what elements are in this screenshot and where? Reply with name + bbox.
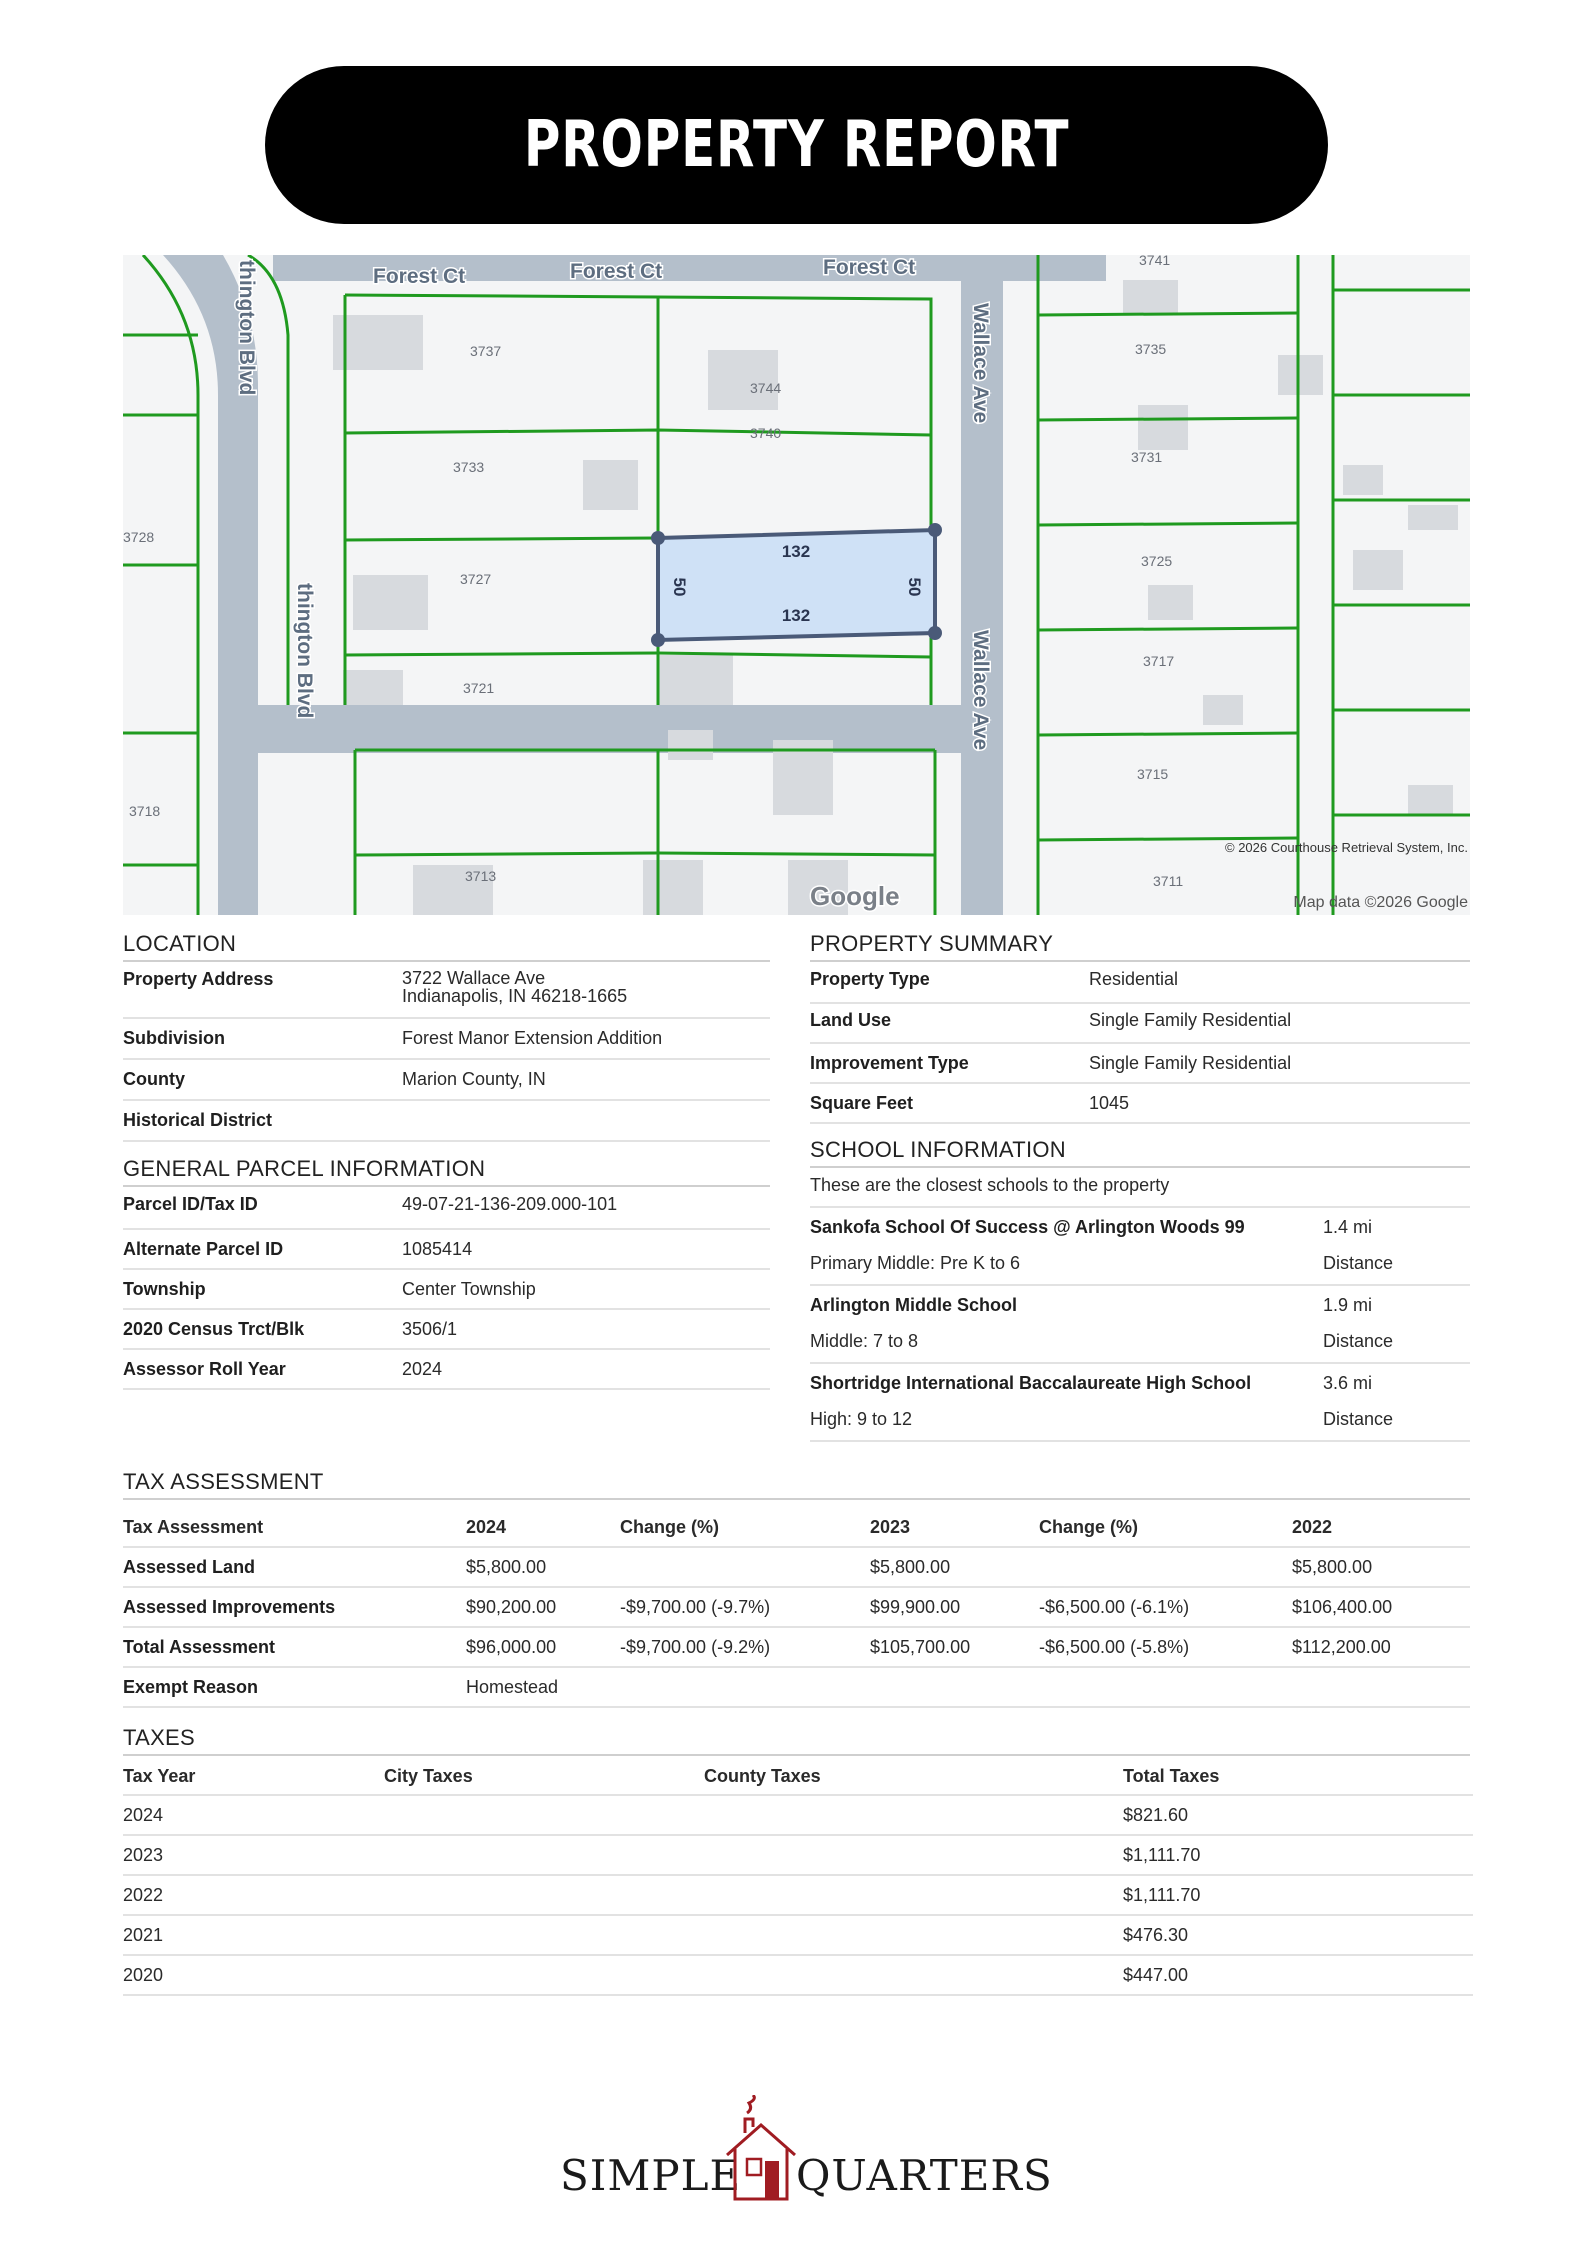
- taxes-header: City Taxes: [384, 1765, 473, 1786]
- location-row: [123, 1101, 770, 1142]
- parcel-label: Township: [123, 1279, 206, 1299]
- school-section-title: SCHOOL INFORMATION: [810, 1137, 1470, 1168]
- summary-row: [810, 1004, 1470, 1044]
- taxes-cell: $1,111.70: [1123, 1884, 1201, 1905]
- summary-label: Improvement Type: [810, 1053, 969, 1073]
- parcel-value: 49-07-21-136-209.000-101: [402, 1194, 618, 1214]
- location-label: County: [123, 1069, 185, 1089]
- summary-value: Single Family Residential: [1089, 1053, 1292, 1073]
- location-value: Marion County, IN: [402, 1069, 546, 1089]
- tax-assessment-cell: $106,400.00: [1292, 1596, 1393, 1617]
- parcel-row: [123, 1270, 770, 1310]
- tax-assessment-cell: -$9,700.00 (-9.7%): [620, 1596, 771, 1617]
- taxes-cell: 2024: [123, 1804, 164, 1825]
- school-level: Middle: 7 to 8: [810, 1331, 919, 1351]
- parcel-row: [123, 1350, 770, 1390]
- school-level: Primary Middle: Pre K to 6: [810, 1253, 1021, 1273]
- school-distance-label: Distance: [1323, 1331, 1394, 1351]
- tax-assessment-row: [123, 1628, 1470, 1668]
- taxes-row: [123, 1836, 1473, 1876]
- location-row: [123, 1019, 770, 1060]
- brand-name-left: SIMPLE: [560, 2151, 742, 2200]
- summary-value: 1045: [1089, 1093, 1130, 1113]
- dimension-bottom: 132: [781, 606, 811, 625]
- property-address-line1: 3722 Wallace Ave: [402, 968, 546, 988]
- tax-assessment-cell: -$6,500.00 (-6.1%): [1039, 1596, 1190, 1617]
- tax-assessment-cell: $99,900.00: [870, 1596, 961, 1617]
- tax-assessment-section-title: TAX ASSESSMENT: [123, 1469, 1470, 1500]
- school-distance: 3.6 mi: [1323, 1373, 1373, 1393]
- tax-assessment-cell: $112,200.00: [1292, 1636, 1391, 1657]
- street-label-forest-ct-3: Forest Ct: [823, 256, 916, 279]
- tax-assessment-header: Change (%): [1039, 1516, 1138, 1537]
- summary-row: [810, 1084, 1470, 1124]
- tax-assessment-cell: $90,200.00: [466, 1596, 557, 1617]
- lot-number: 3731: [1131, 449, 1163, 465]
- taxes-cell: 2023: [123, 1844, 164, 1865]
- tax-assessment-header: Tax Assessment: [123, 1516, 264, 1537]
- summary-label: Square Feet: [810, 1093, 914, 1113]
- tax-assessment-cell: $5,800.00: [870, 1556, 951, 1577]
- lot-number: 3713: [465, 868, 497, 884]
- tax-assessment-header: 2022: [1292, 1516, 1333, 1537]
- parcel-label: 2020 Census Trct/Blk: [123, 1319, 305, 1339]
- taxes-row: [123, 1956, 1473, 1996]
- taxes-header: Tax Year: [123, 1765, 196, 1786]
- parcel-label: Parcel ID/Tax ID: [123, 1194, 258, 1214]
- summary-label: Property Type: [810, 969, 930, 989]
- tax-assessment-header: 2024: [466, 1516, 507, 1537]
- road-alley: [258, 705, 961, 753]
- parcel-row: [123, 1230, 770, 1270]
- tax-assessment-header-row: [123, 1508, 1470, 1548]
- property-address-line2: Indianapolis, IN 46218-1665: [402, 986, 628, 1006]
- lot-number: 3721: [463, 680, 495, 696]
- lot-number: 3725: [1141, 553, 1173, 569]
- taxes-cell: $821.60: [1123, 1804, 1189, 1825]
- parcel-label: Assessor Roll Year: [123, 1359, 286, 1379]
- taxes-header-row: [123, 1758, 1473, 1796]
- dimension-top: 132: [781, 542, 811, 561]
- taxes-row: [123, 1876, 1473, 1916]
- tax-assessment-cell: $5,800.00: [466, 1556, 547, 1577]
- taxes-section-title: TAXES: [123, 1725, 1470, 1756]
- school-distance: 1.9 mi: [1323, 1295, 1373, 1315]
- taxes-table: [123, 1758, 1473, 1996]
- parcel-value: 2024: [402, 1359, 443, 1379]
- parcel-value: Center Township: [402, 1279, 536, 1299]
- taxes-cell: 2022: [123, 1884, 164, 1905]
- parcel-section-title: GENERAL PARCEL INFORMATION: [123, 1156, 770, 1187]
- lot-number: 3733: [453, 459, 485, 475]
- school-name: Arlington Middle School: [810, 1295, 1017, 1315]
- tax-assessment-cell: $5,800.00: [1292, 1556, 1373, 1577]
- tax-assessment-cell: -$6,500.00 (-5.8%): [1039, 1636, 1190, 1657]
- lot-number: 3728: [123, 529, 155, 545]
- parcel-row: [123, 1310, 770, 1350]
- summary-value: Single Family Residential: [1089, 1010, 1292, 1030]
- tax-assessment-cell: Assessed Land: [123, 1556, 256, 1577]
- school-intro: These are the closest schools to the property: [810, 1175, 1170, 1195]
- tax-assessment-header: Change (%): [620, 1516, 719, 1537]
- parcel-map[interactable]: [123, 255, 1470, 915]
- street-label-blvd-2: thington Blvd: [293, 583, 316, 719]
- street-label-blvd-1: thington Blvd: [235, 260, 258, 396]
- summary-section-title: PROPERTY SUMMARY: [810, 931, 1470, 962]
- lot-number: 3718: [129, 803, 161, 819]
- taxes-cell: 2020: [123, 1964, 164, 1985]
- summary-table: [810, 966, 1470, 1124]
- house-icon: [723, 2095, 799, 2203]
- street-label-wallace-2: Wallace Ave: [969, 630, 992, 751]
- summary-row: [810, 966, 1470, 1004]
- brand-logo: [560, 2095, 1053, 2205]
- report-title: PROPERTY REPORT: [523, 108, 1070, 182]
- lot-number: 3711: [1153, 873, 1184, 889]
- lot-number: 3715: [1137, 766, 1169, 782]
- tax-assessment-cell: Assessed Improvements: [123, 1596, 336, 1617]
- taxes-header: County Taxes: [704, 1765, 821, 1786]
- parcel-value: 1085414: [402, 1239, 473, 1259]
- lot-number: 3740: [750, 425, 782, 441]
- lot-number: 3727: [460, 571, 492, 587]
- school-distance-label: Distance: [1323, 1253, 1394, 1273]
- school-name-row: [810, 1208, 1470, 1248]
- school-name-row: [810, 1364, 1470, 1404]
- tax-assessment-header: 2023: [870, 1516, 911, 1537]
- summary-row: [810, 1044, 1470, 1084]
- taxes-cell: 2021: [123, 1924, 164, 1945]
- school-name: Sankofa School Of Success @ Arlington Woods 99: [810, 1217, 1245, 1237]
- taxes-header: Total Taxes: [1123, 1765, 1220, 1786]
- parcel-row: [123, 1190, 770, 1230]
- map-copyright: © 2026 Courthouse Retrieval System, Inc.: [1225, 840, 1468, 855]
- location-label: Property Address: [123, 969, 274, 989]
- school-intro-row: [810, 1172, 1470, 1208]
- school-level: High: 9 to 12: [810, 1409, 913, 1429]
- school-name: Shortridge International Baccalaureate High School: [810, 1373, 1252, 1393]
- parcel-value: 3506/1: [402, 1319, 458, 1339]
- location-label: Historical District: [123, 1110, 273, 1130]
- location-row: [123, 966, 770, 1019]
- taxes-cell: $447.00: [1123, 1964, 1189, 1985]
- parcel-label: Alternate Parcel ID: [123, 1239, 284, 1259]
- street-label-forest-ct-2: Forest Ct: [570, 260, 663, 283]
- brand-name-right: QUARTERS: [796, 2151, 1053, 2200]
- dimension-left: 50: [670, 577, 689, 597]
- location-value: Forest Manor Extension Addition: [402, 1028, 663, 1048]
- taxes-row: [123, 1796, 1473, 1836]
- tax-assessment-cell: Homestead: [466, 1676, 559, 1697]
- school-level-row: [810, 1404, 1470, 1442]
- tax-assessment-row: [123, 1588, 1470, 1628]
- tax-assessment-cell: $105,700.00: [870, 1636, 971, 1657]
- google-logo: Google: [810, 881, 900, 911]
- tax-assessment-cell: $96,000.00: [466, 1636, 557, 1657]
- school-distance-label: Distance: [1323, 1409, 1394, 1429]
- school-table: [810, 1172, 1470, 1442]
- tax-assessment-row: [123, 1548, 1470, 1588]
- lot-number: 3737: [470, 343, 502, 359]
- lot-number: 3735: [1135, 341, 1167, 357]
- report-title-banner: [265, 66, 1328, 224]
- taxes-cell: $1,111.70: [1123, 1844, 1201, 1865]
- location-section-title: LOCATION: [123, 931, 770, 962]
- lot-number: 3717: [1143, 653, 1175, 669]
- taxes-row: [123, 1916, 1473, 1956]
- tax-assessment-table: [123, 1508, 1470, 1708]
- parcel-table: [123, 1190, 770, 1390]
- tax-assessment-row: [123, 1668, 1470, 1708]
- lot-number: 3744: [750, 380, 782, 396]
- map-data-attribution: Map data ©2026 Google: [1293, 894, 1468, 911]
- lot-number: 3741: [1139, 255, 1171, 268]
- school-level-row: [810, 1248, 1470, 1286]
- school-distance: 1.4 mi: [1323, 1217, 1373, 1237]
- school-name-row: [810, 1286, 1470, 1326]
- tax-assessment-cell: Exempt Reason: [123, 1676, 259, 1697]
- summary-value: Residential: [1089, 969, 1179, 989]
- tax-assessment-cell: -$9,700.00 (-9.2%): [620, 1636, 771, 1657]
- tax-assessment-cell: Total Assessment: [123, 1636, 276, 1657]
- location-table: [123, 966, 770, 1142]
- street-label-wallace-1: Wallace Ave: [969, 303, 992, 424]
- street-label-forest-ct-1: Forest Ct: [373, 265, 466, 288]
- school-level-row: [810, 1326, 1470, 1364]
- location-row: [123, 1060, 770, 1101]
- summary-label: Land Use: [810, 1010, 892, 1030]
- location-label: Subdivision: [123, 1028, 226, 1048]
- parcel-map-svg: [123, 255, 1470, 915]
- taxes-cell: $476.30: [1123, 1924, 1189, 1945]
- dimension-right: 50: [905, 577, 924, 597]
